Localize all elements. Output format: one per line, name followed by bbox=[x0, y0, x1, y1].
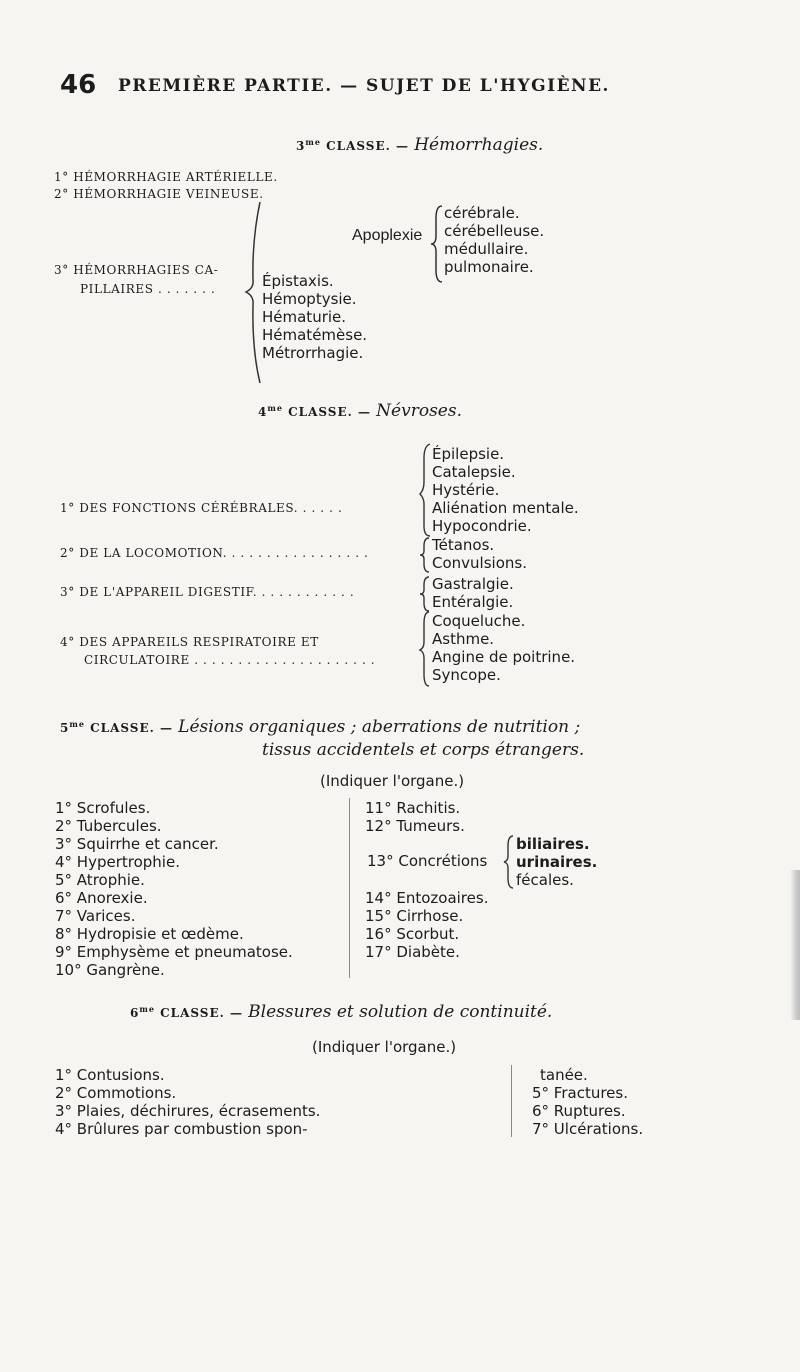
class4-group-4-item-4: Syncope. bbox=[432, 666, 501, 684]
class3-item-2: 2° HÉMORRHAGIE VEINEUSE. bbox=[54, 187, 264, 201]
class4-label: CLASSE. bbox=[288, 405, 353, 419]
class5-column-divider bbox=[349, 798, 350, 978]
class3-other-4: Hématémèse. bbox=[262, 326, 368, 344]
page-number: 46 bbox=[60, 70, 97, 100]
class3-item-3-line2: PILLAIRES . . . . . . . bbox=[80, 282, 216, 296]
class6-note: (Indiquer l'organe.) bbox=[312, 1038, 457, 1056]
class4-group-1-item-5: Hypocondrie. bbox=[432, 517, 532, 535]
class5-left-item-10: 10° Gangrène. bbox=[55, 961, 165, 979]
class4-group-2-item-1: Tétanos. bbox=[432, 536, 495, 554]
class5-right-item-12: 12° Tumeurs. bbox=[365, 817, 465, 835]
class5-label: CLASSE. bbox=[90, 721, 155, 735]
class4-group-4-item-3: Angine de poitrine. bbox=[432, 648, 576, 666]
class6-right-item-3: 6° Ruptures. bbox=[532, 1102, 626, 1120]
class3-item-3-line1: 3° HÉMORRHAGIES CA- bbox=[54, 263, 219, 277]
class4-group-1-item-2: Catalepsie. bbox=[432, 463, 516, 481]
class5-left-item-7: 7° Varices. bbox=[55, 907, 136, 925]
class3-label: CLASSE. bbox=[326, 139, 391, 153]
class5-note: (Indiquer l'organe.) bbox=[320, 772, 465, 790]
class6-num: 6 bbox=[130, 1006, 140, 1020]
class6-column-divider bbox=[511, 1065, 512, 1137]
class4-group-3-item-2: Entéralgie. bbox=[432, 593, 514, 611]
class3-sup: me bbox=[305, 137, 321, 147]
class3-other-1: Épistaxis. bbox=[262, 272, 334, 290]
class5-right-item-15: 15° Cirrhose. bbox=[365, 907, 464, 925]
class4-group-3-brace bbox=[418, 575, 432, 613]
class6-left-item-4: 4° Brûlures par combustion spon- bbox=[55, 1120, 308, 1138]
class6-right-item-1: tanée. bbox=[540, 1066, 588, 1084]
class5-heading bbox=[60, 717, 580, 737]
class5-left-item-6: 6° Anorexie. bbox=[55, 889, 148, 907]
apoplexie-type-2: cérébelleuse. bbox=[444, 222, 545, 240]
class4-heading bbox=[258, 401, 462, 421]
class4-group-1-item-4: Aliénation mentale. bbox=[432, 499, 579, 517]
class5-concretions-brace bbox=[502, 834, 516, 890]
class6-dash: — bbox=[224, 1006, 249, 1020]
class5-left-item-2: 2° Tubercules. bbox=[55, 817, 162, 835]
class6-right-item-2: 5° Fractures. bbox=[532, 1084, 628, 1102]
class3-heading bbox=[296, 135, 543, 155]
class4-group-4-item-1: Coqueluche. bbox=[432, 612, 526, 630]
class5-concretion-type-1: biliaires. bbox=[516, 835, 590, 853]
class5-right-item-17: 17° Diabète. bbox=[365, 943, 460, 961]
class6-label: CLASSE. bbox=[160, 1006, 225, 1020]
apoplexie-type-1: cérébrale. bbox=[444, 204, 520, 222]
class5-right-item-11: 11° Rachitis. bbox=[365, 799, 461, 817]
class5-concretions-label: 13° Concrétions bbox=[367, 852, 488, 870]
class3-other-3: Hématurie. bbox=[262, 308, 347, 326]
class4-group-4-item-2: Asthme. bbox=[432, 630, 495, 648]
class4-title: Névroses. bbox=[376, 401, 462, 421]
page-edge-shadow bbox=[790, 870, 800, 1020]
class4-group-3-label: 3° DE L'APPAREIL DIGESTIF. . . . . . . . . . . . bbox=[60, 585, 355, 599]
class5-dash: — bbox=[154, 721, 179, 735]
class5-title-line2: tissus accidentels et corps étrangers. bbox=[262, 740, 585, 760]
class3-num: 3 bbox=[296, 139, 306, 153]
class5-left-item-5: 5° Atrophie. bbox=[55, 871, 145, 889]
class4-num: 4 bbox=[258, 405, 268, 419]
class5-left-item-3: 3° Squirrhe et cancer. bbox=[55, 835, 219, 853]
class6-title: Blessures et solution de continuité. bbox=[248, 1002, 553, 1022]
class4-group-1-label: 1° DES FONCTIONS CÉRÉBRALES. . . . . . bbox=[60, 501, 343, 515]
class5-left-item-8: 8° Hydropisie et œdème. bbox=[55, 925, 244, 943]
class4-group-2-item-2: Convulsions. bbox=[432, 554, 527, 572]
class4-group-4-label-line1: 4° DES APPAREILS RESPIRATOIRE ET bbox=[60, 635, 319, 649]
class5-sup: me bbox=[69, 719, 85, 729]
class4-dash: — bbox=[352, 405, 377, 419]
apoplexie-type-3: médullaire. bbox=[444, 240, 529, 258]
class4-group-2-brace bbox=[418, 536, 432, 574]
class6-sup: me bbox=[139, 1004, 155, 1014]
class4-group-4-brace bbox=[418, 610, 432, 688]
class6-left-item-1: 1° Contusions. bbox=[55, 1066, 165, 1084]
apoplexie-type-4: pulmonaire. bbox=[444, 258, 534, 276]
class3-dash: — bbox=[390, 139, 409, 153]
class5-left-item-4: 4° Hypertrophie. bbox=[55, 853, 180, 871]
class4-group-3-item-1: Gastralgie. bbox=[432, 575, 514, 593]
class5-left-item-1: 1° Scrofules. bbox=[55, 799, 151, 817]
class3-other-2: Hémoptysie. bbox=[262, 290, 357, 308]
class3-item-1: 1° HÉMORRHAGIE ARTÉRIELLE. bbox=[54, 170, 278, 184]
class4-group-2-label: 2° DE LA LOCOMOTION. . . . . . . . . . . . . . . . . bbox=[60, 546, 369, 560]
class6-left-item-2: 2° Commotions. bbox=[55, 1084, 177, 1102]
class4-group-1-item-3: Hystérie. bbox=[432, 481, 500, 499]
class6-left-item-3: 3° Plaies, déchirures, écrasements. bbox=[55, 1102, 321, 1120]
class5-num: 5 bbox=[60, 721, 70, 735]
class5-left-item-9: 9° Emphysème et pneumatose. bbox=[55, 943, 293, 961]
class5-title-line1: Lésions organiques ; aberrations de nutrition ; bbox=[178, 717, 581, 737]
class5-concretion-type-2: urinaires. bbox=[516, 853, 598, 871]
class3-other-5: Métrorrhagie. bbox=[262, 344, 364, 362]
class6-right-item-4: 7° Ulcérations. bbox=[532, 1120, 644, 1138]
running-header: PREMIÈRE PARTIE. — SUJET DE L'HYGIÈNE. bbox=[118, 76, 610, 96]
class6-heading bbox=[130, 1002, 552, 1022]
class5-right-item-14: 14° Entozoaires. bbox=[365, 889, 489, 907]
class3-title: Hémorrhagies. bbox=[414, 135, 544, 155]
class4-group-1-item-1: Épilepsie. bbox=[432, 445, 505, 463]
apoplexie-label: Apoplexie bbox=[352, 227, 423, 244]
class4-group-4-label-line2: CIRCULATOIRE . . . . . . . . . . . . . . . . . . . . . bbox=[84, 653, 376, 667]
class4-sup: me bbox=[267, 403, 283, 413]
class5-right-item-16: 16° Scorbut. bbox=[365, 925, 460, 943]
class5-concretion-type-3: fécales. bbox=[516, 871, 574, 889]
